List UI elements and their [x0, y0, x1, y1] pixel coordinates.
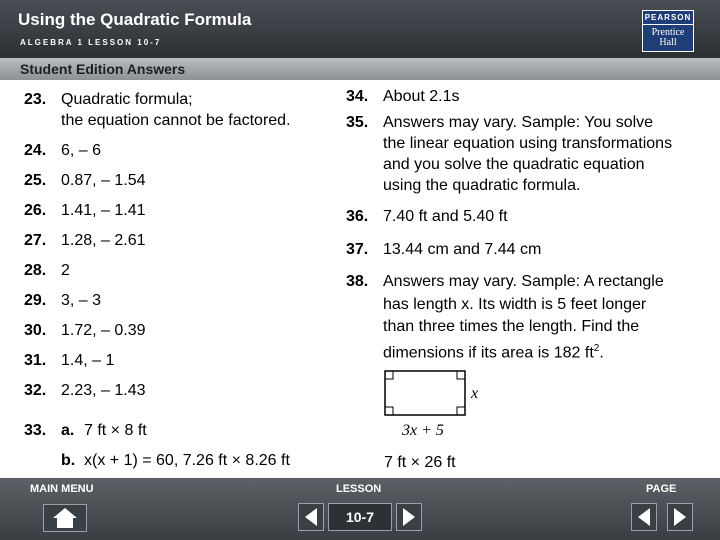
answer-text: 1.4, – 1	[61, 352, 115, 369]
part-a-label: a.	[61, 422, 75, 439]
answer-number: 23.	[24, 91, 47, 108]
lesson-prev-button[interactable]	[298, 503, 324, 531]
answer-text: 13.44 cm and 7.44 cm	[383, 241, 542, 258]
main-menu-button[interactable]	[43, 504, 87, 532]
logo-line-2: Hall	[659, 37, 677, 48]
answer-text: 3, – 3	[61, 292, 102, 309]
answer-text: 7.40 ft and 5.40 ft	[383, 208, 508, 225]
answer-text: 1.72, – 0.39	[61, 322, 146, 339]
page-label: PAGE	[646, 483, 677, 495]
answer-38-result	[384, 452, 456, 473]
answer-number: 34.	[346, 88, 369, 105]
answer-text: has length x. Its width is 5 feet longer	[383, 296, 647, 313]
answer-text: 1.28, – 2.61	[61, 232, 146, 249]
answer-number: 32.	[24, 382, 47, 399]
answer-number: 27.	[24, 232, 47, 249]
answer-number: 35.	[346, 114, 369, 131]
answer-text-end: .	[599, 344, 604, 362]
superscript: 2	[593, 343, 600, 354]
part-b-label: b.	[61, 452, 76, 469]
section-label: Student Edition Answers	[20, 61, 186, 77]
arrow-left-icon	[299, 504, 323, 530]
answer-text: 1.41, – 1.41	[61, 202, 146, 219]
lesson-number-button[interactable]: 10-7	[328, 503, 392, 531]
home-icon	[44, 505, 86, 531]
answer-text: 2	[61, 262, 70, 279]
answer-number: 31.	[24, 352, 47, 369]
answer-text: 6, – 6	[61, 142, 102, 159]
answer-number: 24.	[24, 142, 47, 159]
logo-pearson: PEARSON	[643, 11, 693, 25]
answer-text: 2.23, – 1.43	[61, 382, 146, 399]
rectangle-shape	[385, 371, 465, 415]
rectangle-figure	[384, 368, 484, 440]
answer-number: 26.	[24, 202, 47, 219]
logo-prentice-hall	[643, 25, 693, 48]
part-b-text: x(x + 1) = 60, 7.26 ft × 8.26 ft	[84, 452, 290, 469]
answer-text: Answers may vary. Sample: A rectangle	[383, 273, 664, 290]
answer-number: 38.	[346, 273, 369, 290]
answer-text: 0.87, – 1.54	[61, 172, 146, 189]
lesson-label: LESSON	[336, 483, 382, 495]
publisher-logo	[642, 10, 694, 52]
answer-text: using the quadratic formula.	[383, 177, 581, 194]
header-bar	[0, 0, 720, 58]
answer-text: 7 ft × 26 ft	[384, 454, 456, 471]
main-menu-label: MAIN MENU	[30, 483, 94, 495]
answer-text: About 2.1s	[383, 88, 460, 105]
page-next-button[interactable]	[667, 503, 693, 531]
arrow-right-icon	[668, 504, 692, 530]
page-prev-button[interactable]	[631, 503, 657, 531]
answer-text: the linear equation using transformations	[383, 135, 673, 152]
answer-text: Quadratic formula;	[61, 91, 193, 108]
lesson-next-button[interactable]	[396, 503, 422, 531]
logo-line-1: Prentice	[651, 27, 685, 38]
answer-number: 33.	[24, 422, 47, 439]
footer-bar	[0, 478, 720, 540]
section-band	[0, 58, 720, 80]
answer-number: 36.	[346, 208, 369, 225]
arrow-left-icon	[632, 504, 656, 530]
answer-number: 37.	[346, 241, 369, 258]
answer-number: 30.	[24, 322, 47, 339]
answer-text: Answers may vary. Sample: You solve	[383, 114, 654, 131]
side-label: x	[471, 385, 479, 402]
answer-text: than three times the length. Find the	[383, 318, 640, 335]
rectangle-diagram	[384, 368, 484, 440]
page-title: Using the Quadratic Formula	[18, 10, 252, 29]
answer-text: the equation cannot be factored.	[61, 112, 291, 129]
answer-number: 28.	[24, 262, 47, 279]
lesson-subtitle: ALGEBRA 1 LESSON 10-7	[20, 38, 162, 47]
bottom-label: 3x + 5	[402, 422, 444, 439]
answer-text: and you solve the quadratic equation	[383, 156, 645, 173]
arrow-right-icon	[397, 504, 421, 530]
answer-text-main: dimensions if its area is 182 ft	[383, 344, 594, 362]
answer-text	[383, 338, 604, 363]
answer-number: 29.	[24, 292, 47, 309]
part-a-text: 7 ft × 8 ft	[84, 422, 147, 439]
answer-number: 25.	[24, 172, 47, 189]
